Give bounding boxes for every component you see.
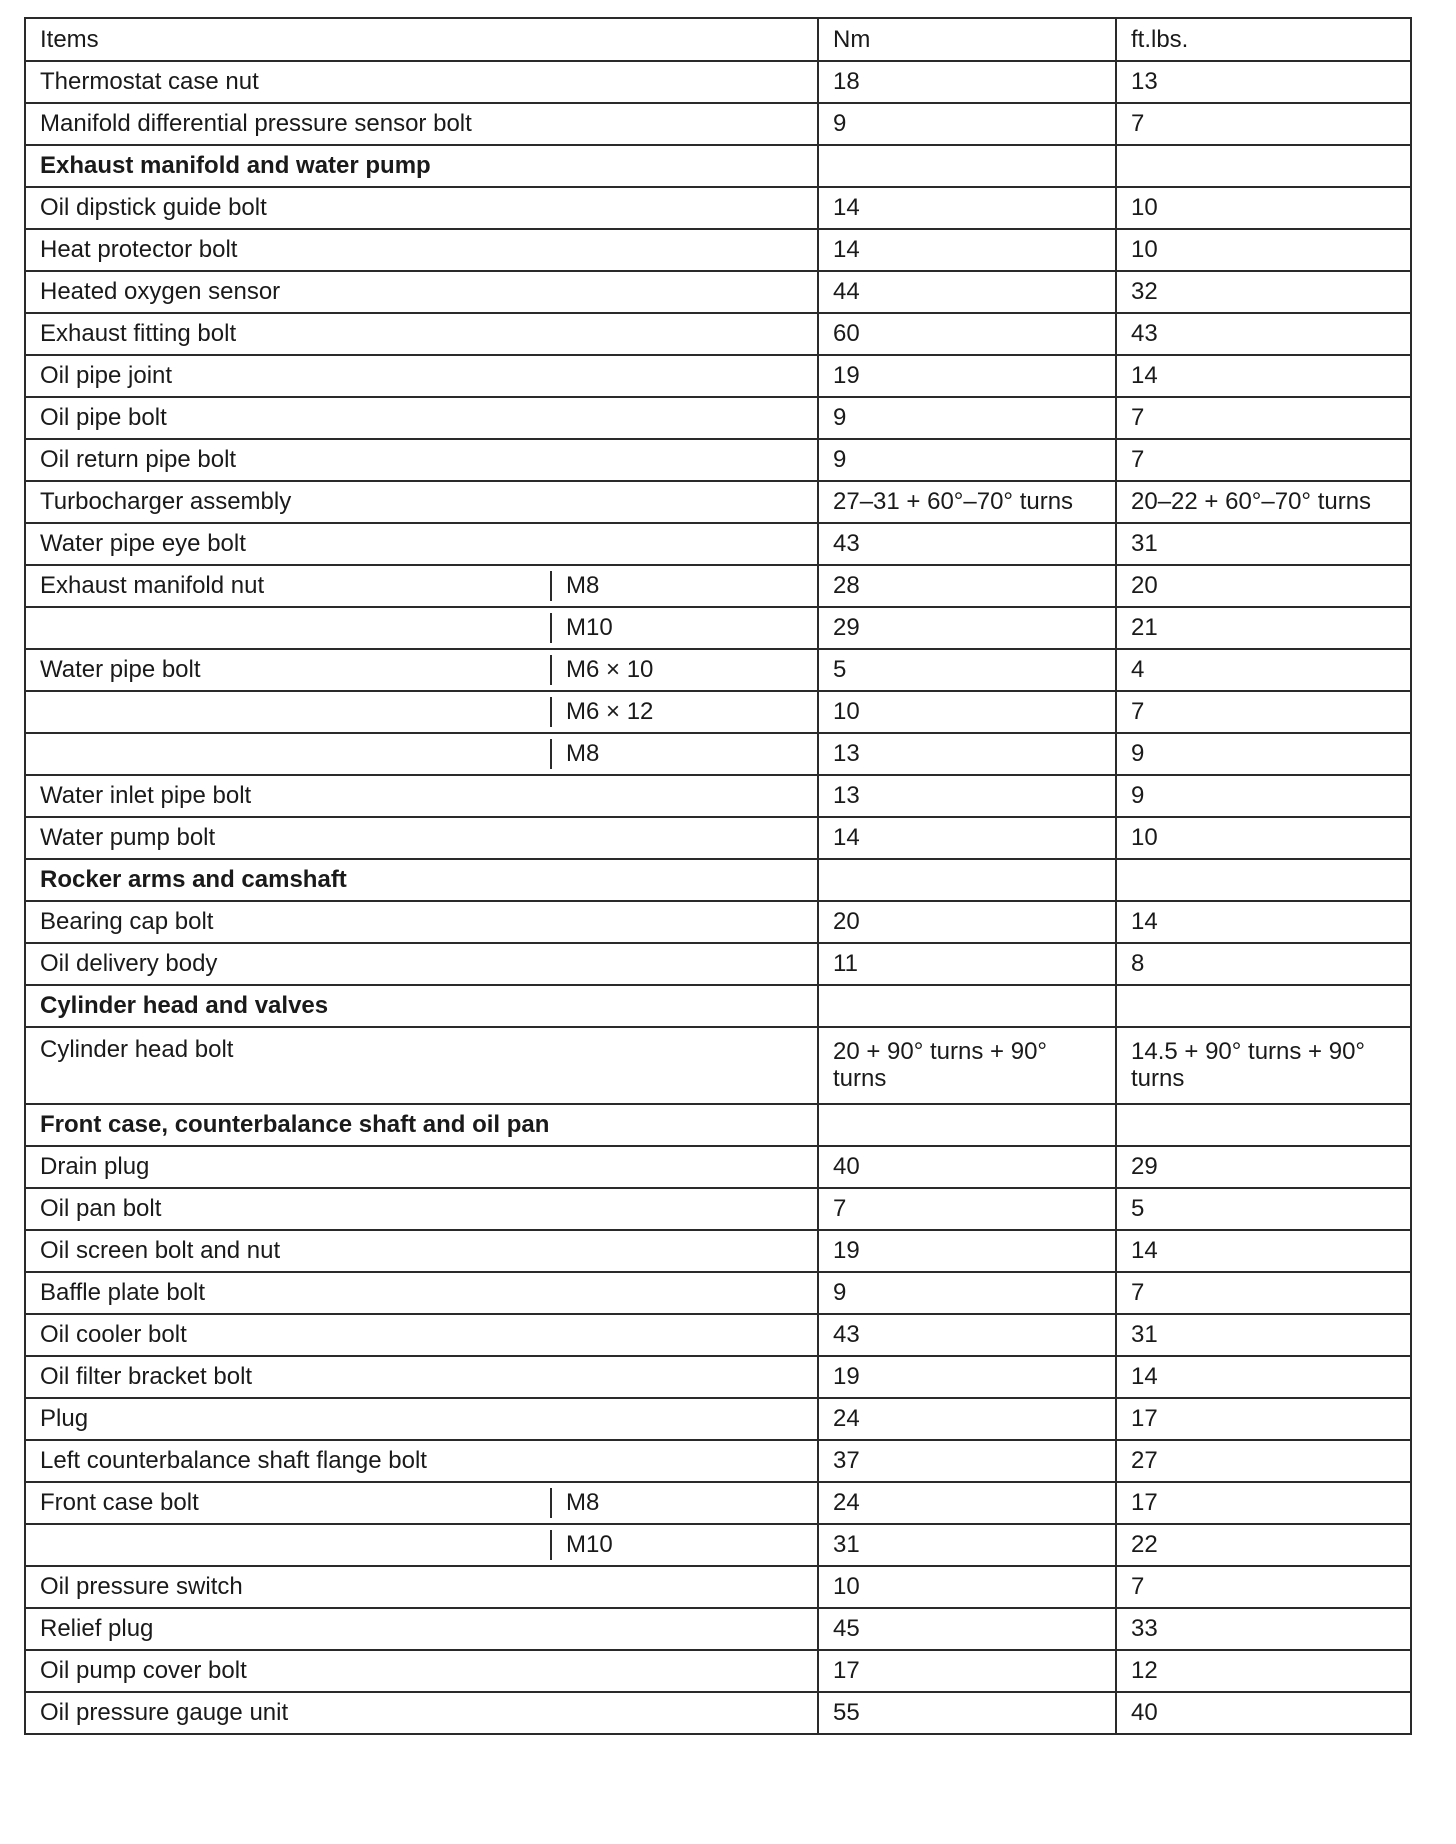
header-items: Items	[25, 18, 818, 61]
size-variant: M6 × 12	[550, 697, 803, 727]
table-row	[25, 397, 1411, 439]
ftlbs-value: 7	[1116, 1272, 1411, 1314]
section-heading: Rocker arms and camshaft	[25, 859, 818, 901]
item-name: Manifold differential pressure sensor bolt	[25, 103, 818, 145]
empty-ftlbs-cell	[1116, 859, 1411, 901]
ftlbs-value: 20	[1116, 565, 1411, 607]
nm-value: 5	[818, 649, 1116, 691]
nm-value: 40	[818, 1146, 1116, 1188]
empty-ftlbs-cell	[1116, 985, 1411, 1027]
item-name: Left counterbalance shaft flange bolt	[25, 1440, 818, 1482]
section-heading: Cylinder head and valves	[25, 985, 818, 1027]
table-body	[25, 18, 1411, 1734]
table-row	[25, 61, 1411, 103]
nm-value: 10	[818, 1566, 1116, 1608]
item-name: Baffle plate bolt	[25, 1272, 818, 1314]
table-row	[25, 313, 1411, 355]
ftlbs-value: 7	[1116, 397, 1411, 439]
item-name: Oil pressure switch	[25, 1566, 818, 1608]
item-name: Oil delivery body	[25, 943, 818, 985]
table-row	[25, 1608, 1411, 1650]
ftlbs-value: 14.5 + 90° turns + 90° turns	[1116, 1027, 1411, 1104]
item-name: Water pump bolt	[25, 817, 818, 859]
nm-value: 14	[818, 817, 1116, 859]
empty-nm-cell	[818, 985, 1116, 1027]
table-row	[25, 1692, 1411, 1734]
table-row	[25, 439, 1411, 481]
section-heading-row	[25, 1104, 1411, 1146]
item-name: Oil pipe bolt	[25, 397, 818, 439]
item-name	[25, 733, 550, 775]
table-row	[25, 1146, 1411, 1188]
ftlbs-value: 10	[1116, 187, 1411, 229]
size-variant: M8	[550, 1488, 803, 1518]
item-name: Plug	[25, 1398, 818, 1440]
item-name: Oil pump cover bolt	[25, 1650, 818, 1692]
table-row	[25, 271, 1411, 313]
item-name	[25, 1524, 550, 1566]
table-row	[25, 103, 1411, 145]
item-name: Oil return pipe bolt	[25, 439, 818, 481]
ftlbs-value: 33	[1116, 1608, 1411, 1650]
nm-value: 55	[818, 1692, 1116, 1734]
nm-value: 29	[818, 607, 1116, 649]
table-row	[25, 1272, 1411, 1314]
table-row	[25, 691, 1411, 733]
ftlbs-value: 7	[1116, 103, 1411, 145]
ftlbs-value: 22	[1116, 1524, 1411, 1566]
table-row	[25, 775, 1411, 817]
ftlbs-value: 4	[1116, 649, 1411, 691]
header-nm: Nm	[818, 18, 1116, 61]
item-name: Thermostat case nut	[25, 61, 818, 103]
nm-value: 24	[818, 1398, 1116, 1440]
table-row	[25, 1524, 1411, 1566]
item-name: Exhaust manifold nut	[25, 565, 550, 607]
empty-nm-cell	[818, 859, 1116, 901]
item-name: Cylinder head bolt	[25, 1027, 818, 1104]
nm-value: 13	[818, 733, 1116, 775]
ftlbs-value: 10	[1116, 229, 1411, 271]
size-variant-cell	[550, 1482, 818, 1524]
ftlbs-value: 31	[1116, 1314, 1411, 1356]
item-name: Oil screen bolt and nut	[25, 1230, 818, 1272]
nm-value: 20	[818, 901, 1116, 943]
nm-value: 28	[818, 565, 1116, 607]
item-name: Turbocharger assembly	[25, 481, 818, 523]
table-row	[25, 1356, 1411, 1398]
table-row	[25, 481, 1411, 523]
nm-value: 43	[818, 523, 1116, 565]
size-variant: M10	[550, 613, 803, 643]
nm-value: 7	[818, 1188, 1116, 1230]
size-variant-cell	[550, 649, 818, 691]
nm-value: 20 + 90° turns + 90° turns	[818, 1027, 1116, 1104]
table-row	[25, 733, 1411, 775]
ftlbs-value: 32	[1116, 271, 1411, 313]
ftlbs-value: 7	[1116, 1566, 1411, 1608]
size-variant-cell	[550, 1524, 818, 1566]
nm-value: 9	[818, 103, 1116, 145]
section-heading: Exhaust manifold and water pump	[25, 145, 818, 187]
item-name: Oil filter bracket bolt	[25, 1356, 818, 1398]
item-name: Oil pan bolt	[25, 1188, 818, 1230]
item-name: Oil pipe joint	[25, 355, 818, 397]
table-row	[25, 607, 1411, 649]
section-heading-row	[25, 985, 1411, 1027]
item-name: Drain plug	[25, 1146, 818, 1188]
nm-value: 9	[818, 397, 1116, 439]
item-name: Front case bolt	[25, 1482, 550, 1524]
ftlbs-value: 12	[1116, 1650, 1411, 1692]
size-variant-cell	[550, 733, 818, 775]
nm-value: 45	[818, 1608, 1116, 1650]
ftlbs-value: 7	[1116, 691, 1411, 733]
nm-value: 14	[818, 187, 1116, 229]
table-row	[25, 649, 1411, 691]
size-variant-cell	[550, 691, 818, 733]
ftlbs-value: 5	[1116, 1188, 1411, 1230]
nm-value: 14	[818, 229, 1116, 271]
nm-value: 17	[818, 1650, 1116, 1692]
size-variant-cell	[550, 565, 818, 607]
nm-value: 37	[818, 1440, 1116, 1482]
table-row	[25, 1027, 1411, 1104]
ftlbs-value: 31	[1116, 523, 1411, 565]
empty-nm-cell	[818, 145, 1116, 187]
nm-value: 27–31 + 60°–70° turns	[818, 481, 1116, 523]
item-name: Water pipe bolt	[25, 649, 550, 691]
section-heading-row	[25, 859, 1411, 901]
item-name: Bearing cap bolt	[25, 901, 818, 943]
table-row	[25, 355, 1411, 397]
item-name: Oil pressure gauge unit	[25, 1692, 818, 1734]
item-name	[25, 607, 550, 649]
ftlbs-value: 9	[1116, 775, 1411, 817]
ftlbs-value: 14	[1116, 1356, 1411, 1398]
torque-spec-table	[24, 17, 1412, 1735]
table-row	[25, 943, 1411, 985]
table-row	[25, 901, 1411, 943]
ftlbs-value: 43	[1116, 313, 1411, 355]
section-heading-row	[25, 145, 1411, 187]
ftlbs-value: 17	[1116, 1398, 1411, 1440]
nm-value: 19	[818, 1356, 1116, 1398]
nm-value: 31	[818, 1524, 1116, 1566]
nm-value: 11	[818, 943, 1116, 985]
ftlbs-value: 40	[1116, 1692, 1411, 1734]
item-name: Heated oxygen sensor	[25, 271, 818, 313]
nm-value: 19	[818, 355, 1116, 397]
nm-value: 9	[818, 1272, 1116, 1314]
item-name: Heat protector bolt	[25, 229, 818, 271]
ftlbs-value: 21	[1116, 607, 1411, 649]
header-row	[25, 18, 1411, 61]
ftlbs-value: 8	[1116, 943, 1411, 985]
empty-nm-cell	[818, 1104, 1116, 1146]
size-variant-cell	[550, 607, 818, 649]
table-row	[25, 817, 1411, 859]
nm-value: 43	[818, 1314, 1116, 1356]
ftlbs-value: 20–22 + 60°–70° turns	[1116, 481, 1411, 523]
table-row	[25, 1650, 1411, 1692]
size-variant: M10	[550, 1530, 803, 1560]
nm-value: 24	[818, 1482, 1116, 1524]
nm-value: 19	[818, 1230, 1116, 1272]
size-variant: M8	[550, 571, 803, 601]
size-variant: M6 × 10	[550, 655, 803, 685]
nm-value: 9	[818, 439, 1116, 481]
ftlbs-value: 14	[1116, 901, 1411, 943]
empty-ftlbs-cell	[1116, 145, 1411, 187]
section-heading: Front case, counterbalance shaft and oil pan	[25, 1104, 818, 1146]
table-row	[25, 187, 1411, 229]
table-row	[25, 1398, 1411, 1440]
table-row	[25, 1482, 1411, 1524]
ftlbs-value: 17	[1116, 1482, 1411, 1524]
nm-value: 44	[818, 271, 1116, 313]
item-name: Relief plug	[25, 1608, 818, 1650]
table-row	[25, 1230, 1411, 1272]
size-variant: M8	[550, 739, 803, 769]
item-name: Water inlet pipe bolt	[25, 775, 818, 817]
table-row	[25, 565, 1411, 607]
ftlbs-value: 14	[1116, 355, 1411, 397]
ftlbs-value: 27	[1116, 1440, 1411, 1482]
item-name: Water pipe eye bolt	[25, 523, 818, 565]
ftlbs-value: 29	[1116, 1146, 1411, 1188]
nm-value: 60	[818, 313, 1116, 355]
header-ftlbs: ft.lbs.	[1116, 18, 1411, 61]
ftlbs-value: 14	[1116, 1230, 1411, 1272]
table-row	[25, 1314, 1411, 1356]
ftlbs-value: 10	[1116, 817, 1411, 859]
item-name: Exhaust fitting bolt	[25, 313, 818, 355]
ftlbs-value: 9	[1116, 733, 1411, 775]
item-name: Oil dipstick guide bolt	[25, 187, 818, 229]
table-row	[25, 1566, 1411, 1608]
table-row	[25, 1188, 1411, 1230]
item-name	[25, 691, 550, 733]
nm-value: 10	[818, 691, 1116, 733]
table-row	[25, 1440, 1411, 1482]
item-name: Oil cooler bolt	[25, 1314, 818, 1356]
nm-value: 18	[818, 61, 1116, 103]
ftlbs-value: 13	[1116, 61, 1411, 103]
table-row	[25, 229, 1411, 271]
empty-ftlbs-cell	[1116, 1104, 1411, 1146]
ftlbs-value: 7	[1116, 439, 1411, 481]
nm-value: 13	[818, 775, 1116, 817]
table-row	[25, 523, 1411, 565]
